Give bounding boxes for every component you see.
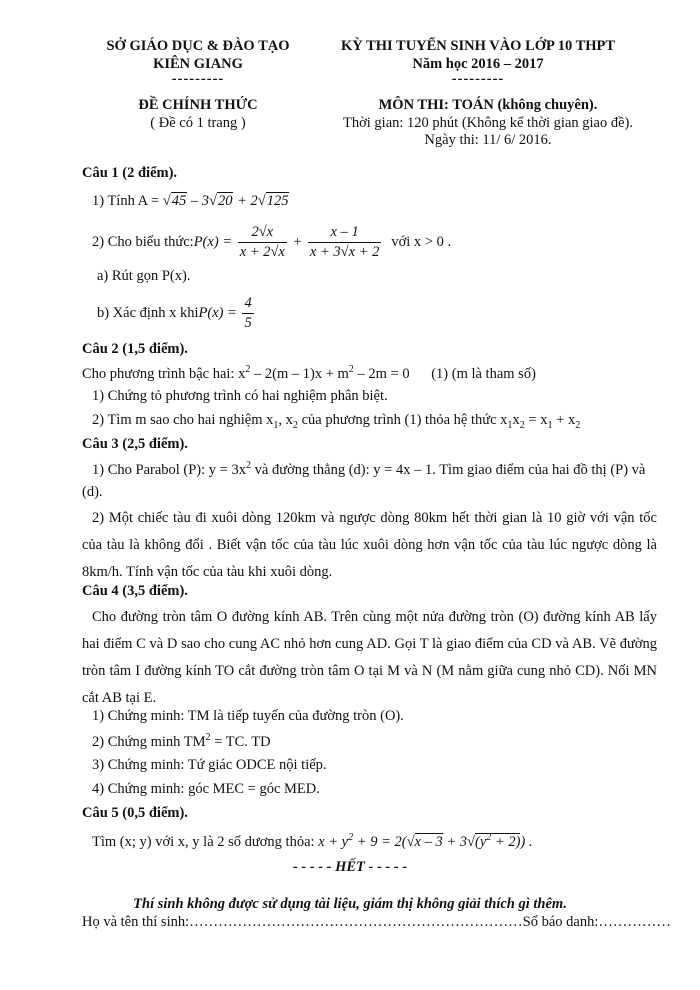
q2-part-2-text-b: của phương trình (1) thỏa hệ thức <box>297 412 501 428</box>
end-marker: - - - - - HẾT - - - - - <box>292 859 408 875</box>
q4-part-2-text-b: = TC. TD <box>210 733 271 750</box>
q3-part-1-end: (d). <box>82 484 103 500</box>
question-4-title: Câu 4 (3,5 điểm). <box>82 583 188 599</box>
q4-part-2: 2) Chứng minh $TM^2$ = TC. TD <box>92 732 271 750</box>
question-3-title: Câu 3 (2,5 điểm). <box>82 436 188 452</box>
q4-part-3: 3) Chứng minh: Tứ giác ODCE nội tiếp. <box>92 757 327 773</box>
official-label: ĐỀ CHÍNH THỨC <box>138 97 258 113</box>
q5-text <box>92 832 533 851</box>
q1-part-b <box>97 293 256 333</box>
q2-relation: $x_1x_2 = x_1 + x_2$ <box>500 412 581 431</box>
q2-equation: $x^2 - 2(m - 1)x + m^2 - 2m = 0$ <box>238 364 410 382</box>
q1-part-2 <box>92 222 451 262</box>
q2-intro-text: Cho phương trình bậc hai: <box>82 365 239 382</box>
q2-part-2-text-a: 2) Tìm m sao cho hai nghiệm <box>92 412 267 428</box>
time-label: Thời gian: 120 phút (Không kể thời gian giao đề). <box>343 115 633 131</box>
pages-note: ( Đề có 1 trang ) <box>150 115 246 131</box>
exam-title: KỲ THI TUYỂN SINH VÀO LỚP 10 THPT <box>340 38 616 54</box>
q3-parabola: $y = 3x^2$ <box>208 460 252 478</box>
q1-part-1 <box>92 193 289 210</box>
q2-part-1: 1) Chứng tỏ phương trình có hai nghiệm phân biệt. <box>92 388 388 404</box>
q2-note: (1) (m là tham số) <box>431 365 536 382</box>
footer-note: Thí sinh không được sử dụng tài liệu, giám thị không giải thích gì thêm. <box>133 896 567 912</box>
q5-text-label: Tìm (x; y) với x, y là 2 số dương thỏa: <box>92 833 319 850</box>
q2-roots: $x_1$, $x_2$ <box>266 412 298 431</box>
q2-intro <box>82 364 536 383</box>
q3-part-1 <box>92 460 645 479</box>
q3-part-1-text-b: và đường thẳng (d): y = 4x – 1. Tìm giao điểm của hai đồ thị (P) và <box>251 461 646 478</box>
q3-part-1-text-a: 1) Cho Parabol (P): <box>92 461 209 478</box>
school-year: Năm học 2016 – 2017 <box>412 56 544 72</box>
q1-expression-a: √45 – 3√20 + 2√125 <box>162 193 289 209</box>
q4-intro: Cho đường tròn tâm O đường kính AB. Trên cùng một nửa đường tròn (O) đường kính AB lấy hai điểm C và D sao cho cung AC nhỏ hơn cung AD. Gọi T là giao điểm của CD và AB. Vẽ đường tròn tâm I đường kính TO cắt đường tròn tâm O tại M và N (M nằm giữa cung nhỏ CD). Nối MN cắt AB tại E. <box>82 609 657 706</box>
question-5-title: Câu 5 (0,5 điểm). <box>82 805 188 821</box>
q1-part-a: a) Rút gọn P(x). <box>97 268 191 284</box>
subject-label: MÔN THI: TOÁN (không chuyên). <box>378 97 598 113</box>
department-name: SỞ GIÁO DỤC & ĐÀO TẠO <box>106 38 290 54</box>
candidate-info: Họ và tên thí sinh:……………………………………………………………Số báo danh:…………… <box>82 914 671 930</box>
q1-condition: với x > 0 . <box>391 233 452 250</box>
q1-expression-b: P(x) = $\frac{4}{5}$ <box>198 294 252 331</box>
q3-part-2: 2) Một chiếc tàu đi xuôi dòng 120km và ngược dòng 80km hết thời gian là 10 giờ với vận tốc của tàu là không đổi . Biết vận tốc của tàu lúc xuôi dòng hơn vận tốc của tàu lúc ngược dòng là 8km/h. Tính vận tốc của tàu khi xuôi dòng. <box>82 510 657 580</box>
right-divider: --------- <box>451 71 505 87</box>
province-name: KIÊN GIANG <box>153 56 243 72</box>
left-divider: --------- <box>171 71 225 87</box>
question-2-title: Câu 2 (1,5 điểm). <box>82 341 188 357</box>
q1-part-1-text: 1) Tính A = <box>92 193 163 209</box>
q5-equation: $x + y^2 + 9 = 2(√x - 3 + 3√(y^2 + 2))$ . <box>318 832 533 850</box>
q1-expression-p: P(x) = $\frac{2√x}{x + 2√x}$ + $\frac{x - 1}{x + 3√x + 2}$ <box>193 223 380 260</box>
q4-part-1: 1) Chứng minh: TM là tiếp tuyến của đường tròn (O). <box>92 708 404 724</box>
q1-part-2-text: 2) Cho biểu thức: <box>92 233 194 250</box>
date-label: Ngày thi: 11/ 6/ 2016. <box>424 132 552 148</box>
q4-part-2-text-a: 2) Chứng minh TM <box>92 733 206 750</box>
q4-part-4: 4) Chứng minh: góc MEC = góc MED. <box>92 781 320 797</box>
q2-part-2 <box>92 412 580 431</box>
q1-part-b-text: b) Xác định x khi <box>97 304 199 321</box>
question-1-title: Câu 1 (2 điểm). <box>82 165 178 181</box>
